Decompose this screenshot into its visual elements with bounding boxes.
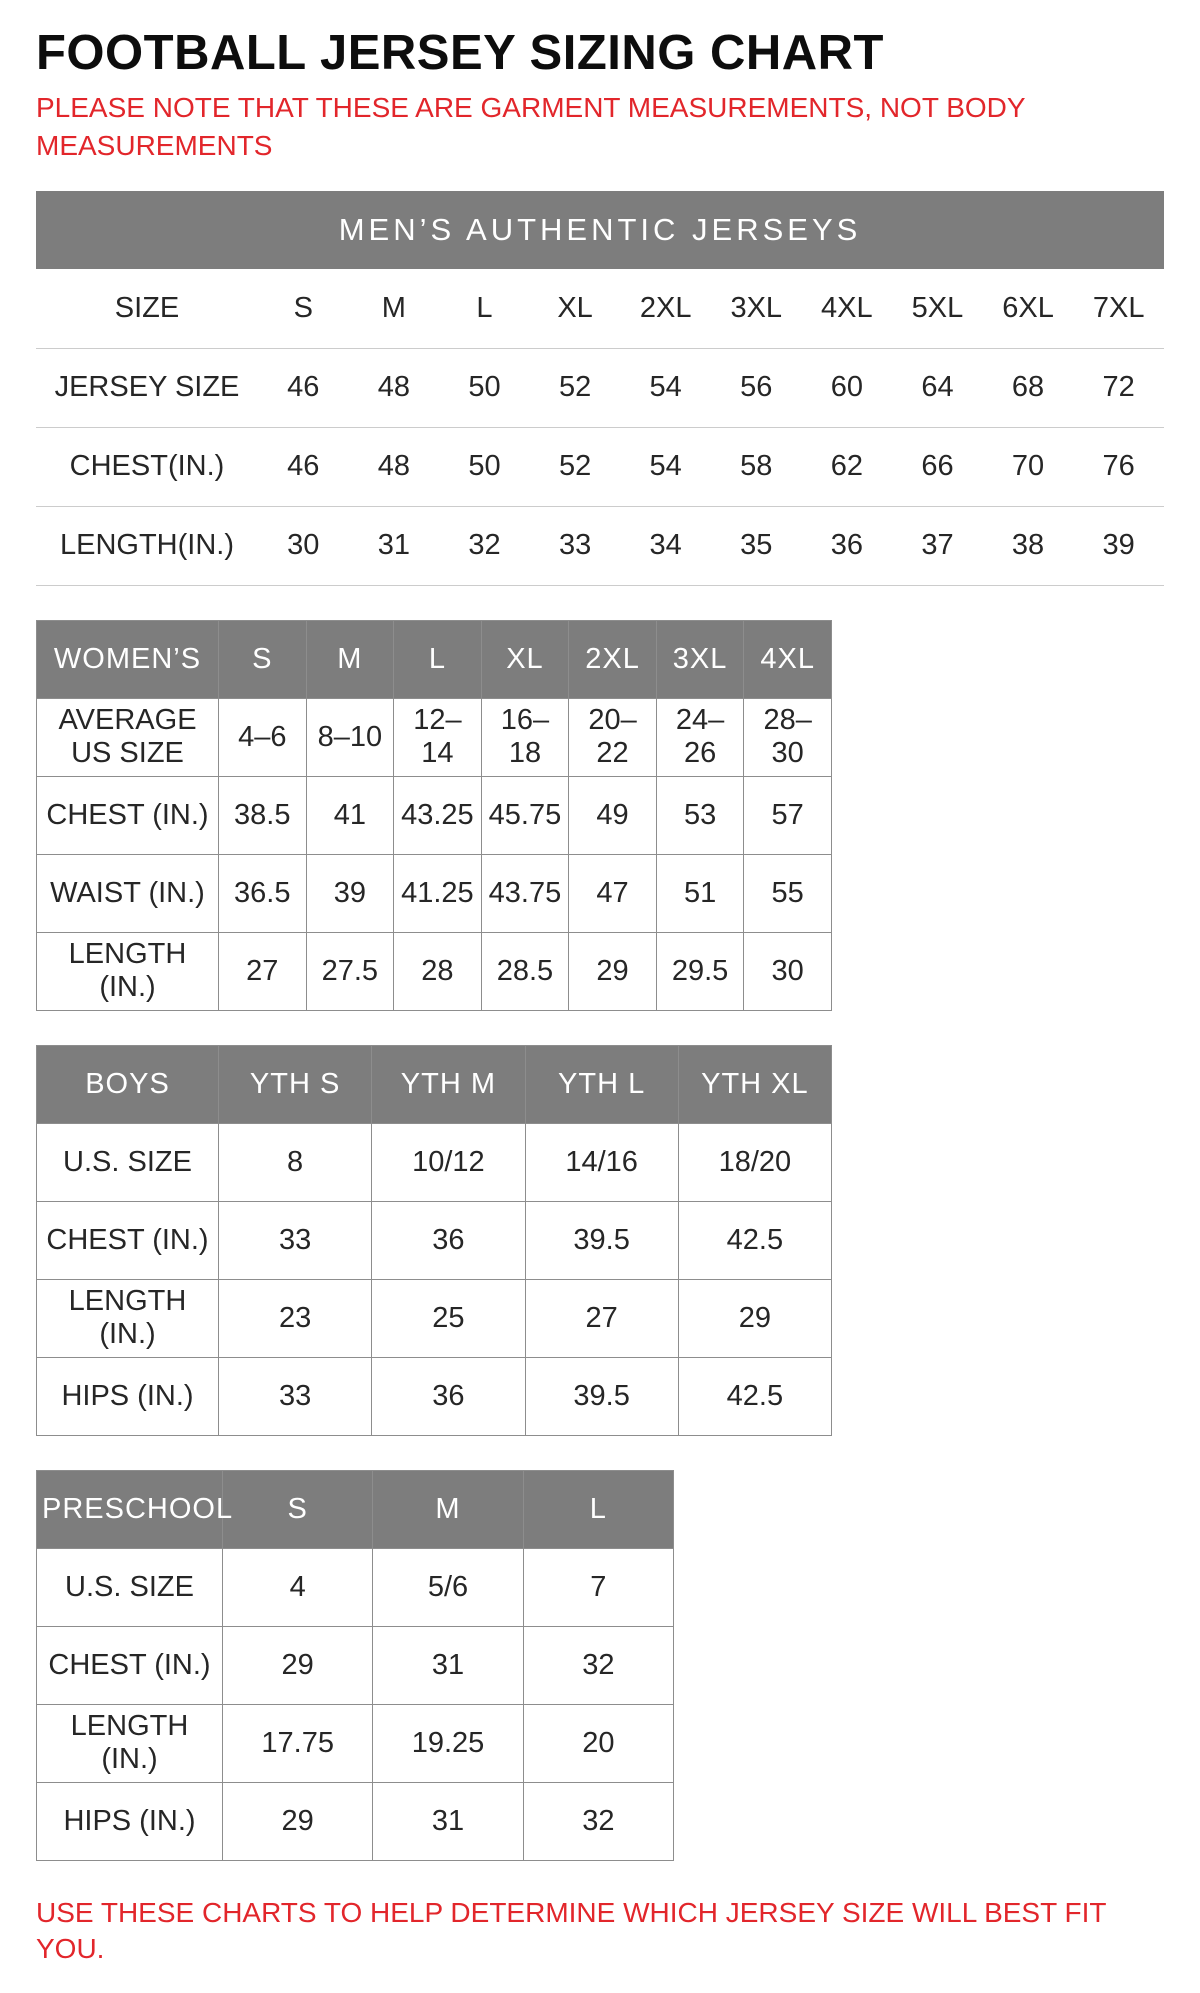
garment-measurement-note: PLEASE NOTE THAT THESE ARE GARMENT MEASUREMENTS, NOT BODY MEASUREMENTS <box>36 92 1026 162</box>
table-cell: 5/6 <box>373 1548 523 1626</box>
table-cell: 35 <box>711 506 802 585</box>
table-cell: 23 <box>219 1279 372 1357</box>
column-header: XL <box>481 620 569 698</box>
table-cell: 39.5 <box>525 1201 678 1279</box>
table-cell: 5XL <box>892 269 983 348</box>
table-cell: 29 <box>223 1782 373 1860</box>
table-cell: 16–18 <box>481 698 569 776</box>
table-cell: 20 <box>523 1704 673 1782</box>
table-cell: 41 <box>306 776 394 854</box>
boys-table-section <box>36 1045 832 1436</box>
table-row <box>37 1201 832 1279</box>
table-cell: 43.75 <box>481 854 569 932</box>
table-cell: 20–22 <box>569 698 657 776</box>
table-cell: 56 <box>711 348 802 427</box>
table-cell: 46 <box>258 348 349 427</box>
column-header: L <box>394 620 482 698</box>
table-cell: 68 <box>983 348 1074 427</box>
page-title: FOOTBALL JERSEY SIZING CHART <box>36 26 884 80</box>
table-cell: 36 <box>372 1357 525 1435</box>
row-label: HIPS (IN.) <box>37 1357 219 1435</box>
table-row <box>37 1123 832 1201</box>
table-cell: 29 <box>223 1626 373 1704</box>
row-label: JERSEY SIZE <box>36 348 258 427</box>
table-cell: 53 <box>656 776 744 854</box>
table-cell: 29 <box>569 932 657 1010</box>
table-cell: 32 <box>523 1782 673 1860</box>
table-cell: 51 <box>656 854 744 932</box>
table-cell: 55 <box>744 854 832 932</box>
table-cell: 70 <box>983 427 1074 506</box>
table-cell: 25 <box>372 1279 525 1357</box>
column-header: YTH M <box>372 1045 525 1123</box>
table-cell: 34 <box>620 506 711 585</box>
column-header: 2XL <box>569 620 657 698</box>
preschool-table-section <box>36 1470 674 1861</box>
mens-table-section <box>36 191 1164 586</box>
table-header-row <box>37 1045 832 1123</box>
table-row <box>36 506 1164 585</box>
column-header: YTH XL <box>678 1045 831 1123</box>
row-label: LENGTH (IN.) <box>37 932 219 1010</box>
table-cell: L <box>439 269 530 348</box>
table-cell: 12–14 <box>394 698 482 776</box>
row-label: U.S. SIZE <box>37 1548 223 1626</box>
table-row <box>36 348 1164 427</box>
preschool-size-table <box>36 1470 674 1861</box>
table-cell: 36 <box>372 1201 525 1279</box>
row-label: SIZE <box>36 269 258 348</box>
table-cell: M <box>349 269 440 348</box>
footer-note: USE THESE CHARTS TO HELP DETERMINE WHICH JERSEY SIZE WILL BEST FIT YOU. <box>36 1896 1106 1964</box>
mens-size-table <box>36 269 1164 586</box>
table-cell: 60 <box>802 348 893 427</box>
table-cell: 36.5 <box>219 854 307 932</box>
table-cell: 19.25 <box>373 1704 523 1782</box>
row-label: U.S. SIZE <box>37 1123 219 1201</box>
row-label: LENGTH (IN.) <box>37 1279 219 1357</box>
table-cell: 17.75 <box>223 1704 373 1782</box>
table-cell: 6XL <box>983 269 1074 348</box>
table-row <box>37 932 832 1010</box>
table-row <box>37 1626 674 1704</box>
table-cell: 41.25 <box>394 854 482 932</box>
table-cell: 24–26 <box>656 698 744 776</box>
table-cell: 29.5 <box>656 932 744 1010</box>
table-cell: 48 <box>349 427 440 506</box>
table-row <box>37 1548 674 1626</box>
table-cell: 39 <box>1073 506 1164 585</box>
column-header: YTH S <box>219 1045 372 1123</box>
row-label: CHEST (IN.) <box>37 1201 219 1279</box>
table-cell: 28–30 <box>744 698 832 776</box>
table-cell: 27 <box>525 1279 678 1357</box>
column-header: S <box>223 1470 373 1548</box>
table-cell: 49 <box>569 776 657 854</box>
table-cell: 72 <box>1073 348 1164 427</box>
row-label: AVERAGE US SIZE <box>37 698 219 776</box>
table-header-row <box>37 1470 674 1548</box>
table-cell: 46 <box>258 427 349 506</box>
table-row <box>37 1782 674 1860</box>
table-cell: 66 <box>892 427 983 506</box>
column-header: M <box>373 1470 523 1548</box>
row-label: WAIST (IN.) <box>37 854 219 932</box>
table-cell: 7 <box>523 1548 673 1626</box>
womens-table-section <box>36 620 832 1011</box>
table-cell: 36 <box>802 506 893 585</box>
table-cell: 27 <box>219 932 307 1010</box>
table-cell: 14/16 <box>525 1123 678 1201</box>
table-row <box>37 776 832 854</box>
table-cell: 54 <box>620 348 711 427</box>
table-cell: 8 <box>219 1123 372 1201</box>
table-cell: 42.5 <box>678 1201 831 1279</box>
table-row <box>37 1357 832 1435</box>
row-label: CHEST (IN.) <box>37 1626 223 1704</box>
table-cell: 31 <box>349 506 440 585</box>
table-cell: 39 <box>306 854 394 932</box>
table-cell: 76 <box>1073 427 1164 506</box>
table-cell: 42.5 <box>678 1357 831 1435</box>
table-cell: 31 <box>373 1626 523 1704</box>
table-cell: 37 <box>892 506 983 585</box>
table-row <box>37 1279 832 1357</box>
table-cell: 32 <box>523 1626 673 1704</box>
table-cell: S <box>258 269 349 348</box>
table-cell: 32 <box>439 506 530 585</box>
table-header-label: BOYS <box>37 1045 219 1123</box>
table-cell: 39.5 <box>525 1357 678 1435</box>
table-cell: 31 <box>373 1782 523 1860</box>
table-cell: 18/20 <box>678 1123 831 1201</box>
row-label: HIPS (IN.) <box>37 1782 223 1860</box>
table-cell: 43.25 <box>394 776 482 854</box>
table-cell: 38.5 <box>219 776 307 854</box>
table-cell: 33 <box>219 1201 372 1279</box>
table-header-label: PRESCHOOL <box>37 1470 223 1548</box>
table-cell: 57 <box>744 776 832 854</box>
table-cell: 54 <box>620 427 711 506</box>
table-cell: 38 <box>983 506 1074 585</box>
row-label: LENGTH (IN.) <box>37 1704 223 1782</box>
table-cell: XL <box>530 269 621 348</box>
row-label: LENGTH(IN.) <box>36 506 258 585</box>
table-cell: 58 <box>711 427 802 506</box>
table-header-label: WOMEN’S <box>37 620 219 698</box>
table-cell: 27.5 <box>306 932 394 1010</box>
table-cell: 4–6 <box>219 698 307 776</box>
table-cell: 50 <box>439 427 530 506</box>
column-header: 3XL <box>656 620 744 698</box>
table-row <box>37 1704 674 1782</box>
table-cell: 62 <box>802 427 893 506</box>
table-cell: 30 <box>258 506 349 585</box>
table-cell: 45.75 <box>481 776 569 854</box>
column-header: M <box>306 620 394 698</box>
table-cell: 29 <box>678 1279 831 1357</box>
table-cell: 4XL <box>802 269 893 348</box>
table-cell: 8–10 <box>306 698 394 776</box>
table-row <box>36 269 1164 348</box>
row-label: CHEST(IN.) <box>36 427 258 506</box>
table-cell: 3XL <box>711 269 802 348</box>
table-cell: 30 <box>744 932 832 1010</box>
table-row <box>37 854 832 932</box>
table-cell: 28 <box>394 932 482 1010</box>
table-cell: 64 <box>892 348 983 427</box>
table-cell: 47 <box>569 854 657 932</box>
boys-size-table <box>36 1045 832 1436</box>
table-cell: 28.5 <box>481 932 569 1010</box>
table-cell: 7XL <box>1073 269 1164 348</box>
column-header: 4XL <box>744 620 832 698</box>
table-cell: 52 <box>530 427 621 506</box>
column-header: S <box>219 620 307 698</box>
column-header: YTH L <box>525 1045 678 1123</box>
womens-size-table <box>36 620 832 1011</box>
column-header: L <box>523 1470 673 1548</box>
table-header-row <box>37 620 832 698</box>
row-label: CHEST (IN.) <box>37 776 219 854</box>
table-cell: 48 <box>349 348 440 427</box>
table-cell: 50 <box>439 348 530 427</box>
table-cell: 33 <box>219 1357 372 1435</box>
table-cell: 10/12 <box>372 1123 525 1201</box>
table-cell: 4 <box>223 1548 373 1626</box>
table-row <box>37 698 832 776</box>
table-cell: 33 <box>530 506 621 585</box>
table-cell: 52 <box>530 348 621 427</box>
table-row <box>36 427 1164 506</box>
mens-table-banner: MEN’S AUTHENTIC JERSEYS <box>36 191 1164 269</box>
table-cell: 2XL <box>620 269 711 348</box>
